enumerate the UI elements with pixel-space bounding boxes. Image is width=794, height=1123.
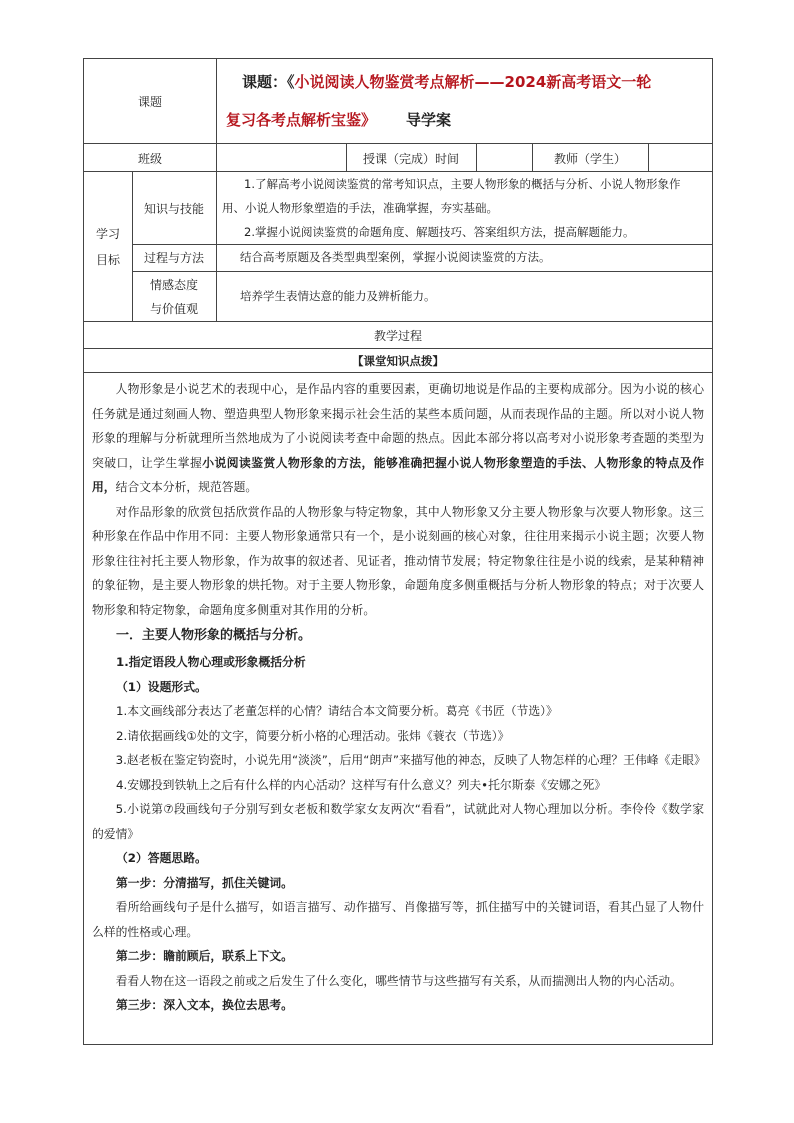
- step-1-heading: 第一步：分清描写，抓住关键词。: [116, 875, 293, 890]
- step-2-heading: 第二步：瞻前顾后，联系上下文。: [116, 949, 293, 963]
- lesson-plan-table: [83, 58, 713, 1045]
- forms-paragraph: 对作品形象的欣赏包括欣赏作品的人物形象与特定物象，其中人物形象又分主要人物形象与次要人物形象。这三种形象在作品中作用不同：主要人物形象通常只有一个，是小说刻画的核心对象，往往用来揭示小说主题；次要人物形象往往衬托主要人物形象，作为故事的叙述者、见证者，推动情节发展；特定物象往往是小说的线索，是某种精神的象征物，是主要人物形象的烘托物。对于主要人物形象，命题角度多侧重概括与分析人物形象的特点；对于次要人物形象和特定物象，命题角度多侧重对其作用的分析。: [92, 504, 704, 617]
- body-content: [92, 377, 704, 1018]
- page-title: 课题：《小说阅读人物鉴赏考点解析——2024新高考语文一轮: [242, 73, 652, 91]
- subsection-heading: 1.指定语段人物心理或形象概括分析: [116, 655, 306, 669]
- intro-paragraph: 人物形象是小说艺术的表现中心，是作品内容的重要因素，更确切地说是作品的主要构成部分。因为小说的核心任务就是通过刻画人物、塑造典型人物形象来揭示社会生活的某些本质问题，从而表现作品的主题。所以对小说人物形象的理解与分析就理所当然地成为了小说阅读考查中命题的热点。因此本部分将以高考对小说形象考查题的类型为突破口，让学生掌握小说阅读鉴赏人物形象的方法，能够准确把握小说人物形象塑造的手法、人物形象的特点及作用，结合文本分析，规范答题。: [92, 382, 704, 494]
- process-header-row: [84, 322, 712, 349]
- class-label: 班级: [137, 151, 162, 166]
- objectives-block: [84, 172, 712, 322]
- step-3-heading: 第三步：深入文本，换位去思考。: [116, 998, 293, 1012]
- page-title-line2: 复习各考点解析宝鉴》 导学案: [226, 111, 452, 129]
- knowledge-text: 1.了解高考小说阅读鉴赏的常考知识点，主要人物形象的概括与分析、小说人物形象作 用、小说人物形象塑造的手法，准确掌握，夯实基础。 2.掌握小说阅读鉴赏的命题角度、解题技巧、答案组织方法，提高解题能力。: [222, 177, 681, 239]
- knowledge-row: [132, 172, 712, 245]
- topic-label: 课题: [137, 95, 162, 109]
- objectives-group-label: 学习 目标: [95, 227, 120, 267]
- teacher-label: 教师（学生）: [553, 151, 626, 166]
- time-label: 授课（完成）时间: [362, 151, 459, 166]
- emotion-label: 情感态度 与价值观: [149, 277, 198, 316]
- section-header: 【课堂知识点拨】: [352, 354, 444, 368]
- process-header: 教学过程: [373, 329, 422, 343]
- question-form-heading: （1）设题形式。: [116, 679, 207, 694]
- question-5: 5.小说第⑦段画线句子分别写到女老板和数学家女友两次“看看”，试就此对人物心理加以分析。李伶伶《数学家的爱情》: [92, 802, 704, 841]
- title-row: [84, 59, 712, 144]
- emotion-row: [132, 271, 712, 322]
- question-1: 1.本文画线部分表达了老董怎样的心情？请结合本文简要分析。葛亮《书匠（节选）》: [116, 704, 558, 718]
- process-row: [132, 244, 712, 272]
- process-text: 结合高考原题及各类型典型案例，掌握小说阅读鉴赏的方法。: [240, 250, 551, 264]
- knowledge-label: 知识与技能: [143, 201, 204, 216]
- process-label: 过程与方法: [143, 251, 204, 265]
- info-row: [84, 144, 712, 172]
- topic-label-cell: [84, 59, 216, 144]
- section-header-row: [84, 349, 712, 373]
- question-4: 4.安娜投到铁轨上之后有什么样的内心活动？这样写有什么意义？列夫•托尔斯泰《安娜之死》: [116, 777, 607, 792]
- question-3: 3.赵老板在鉴定钧瓷时，小说先用“淡淡”，后用“朗声”来描写他的神态，反映了人物怎样的心理？王伟峰《走眼》: [115, 753, 706, 767]
- section-heading-1: 一．主要人物形象的概括与分析。: [116, 628, 312, 643]
- emotion-text: 培养学生表情达意的能力及辨析能力。: [240, 289, 436, 303]
- question-2: 2.请依据画线①处的文字，简要分析小格的心理活动。张炜《蓑衣（节选）》: [116, 728, 510, 743]
- step-2-text: 看看人物在这一语段之前或之后发生了什么变化，哪些情节与这些描写有关系，从而揣测出人物的内心活动。: [115, 973, 682, 988]
- answer-approach-heading: （2）答题思路。: [116, 851, 207, 865]
- step-1-text: 看所给画线句子是什么描写，如语言描写、动作描写、肖像描写等，抓住描写中的关键词语，看其凸显了人物什么样的性格或心理。: [92, 900, 704, 939]
